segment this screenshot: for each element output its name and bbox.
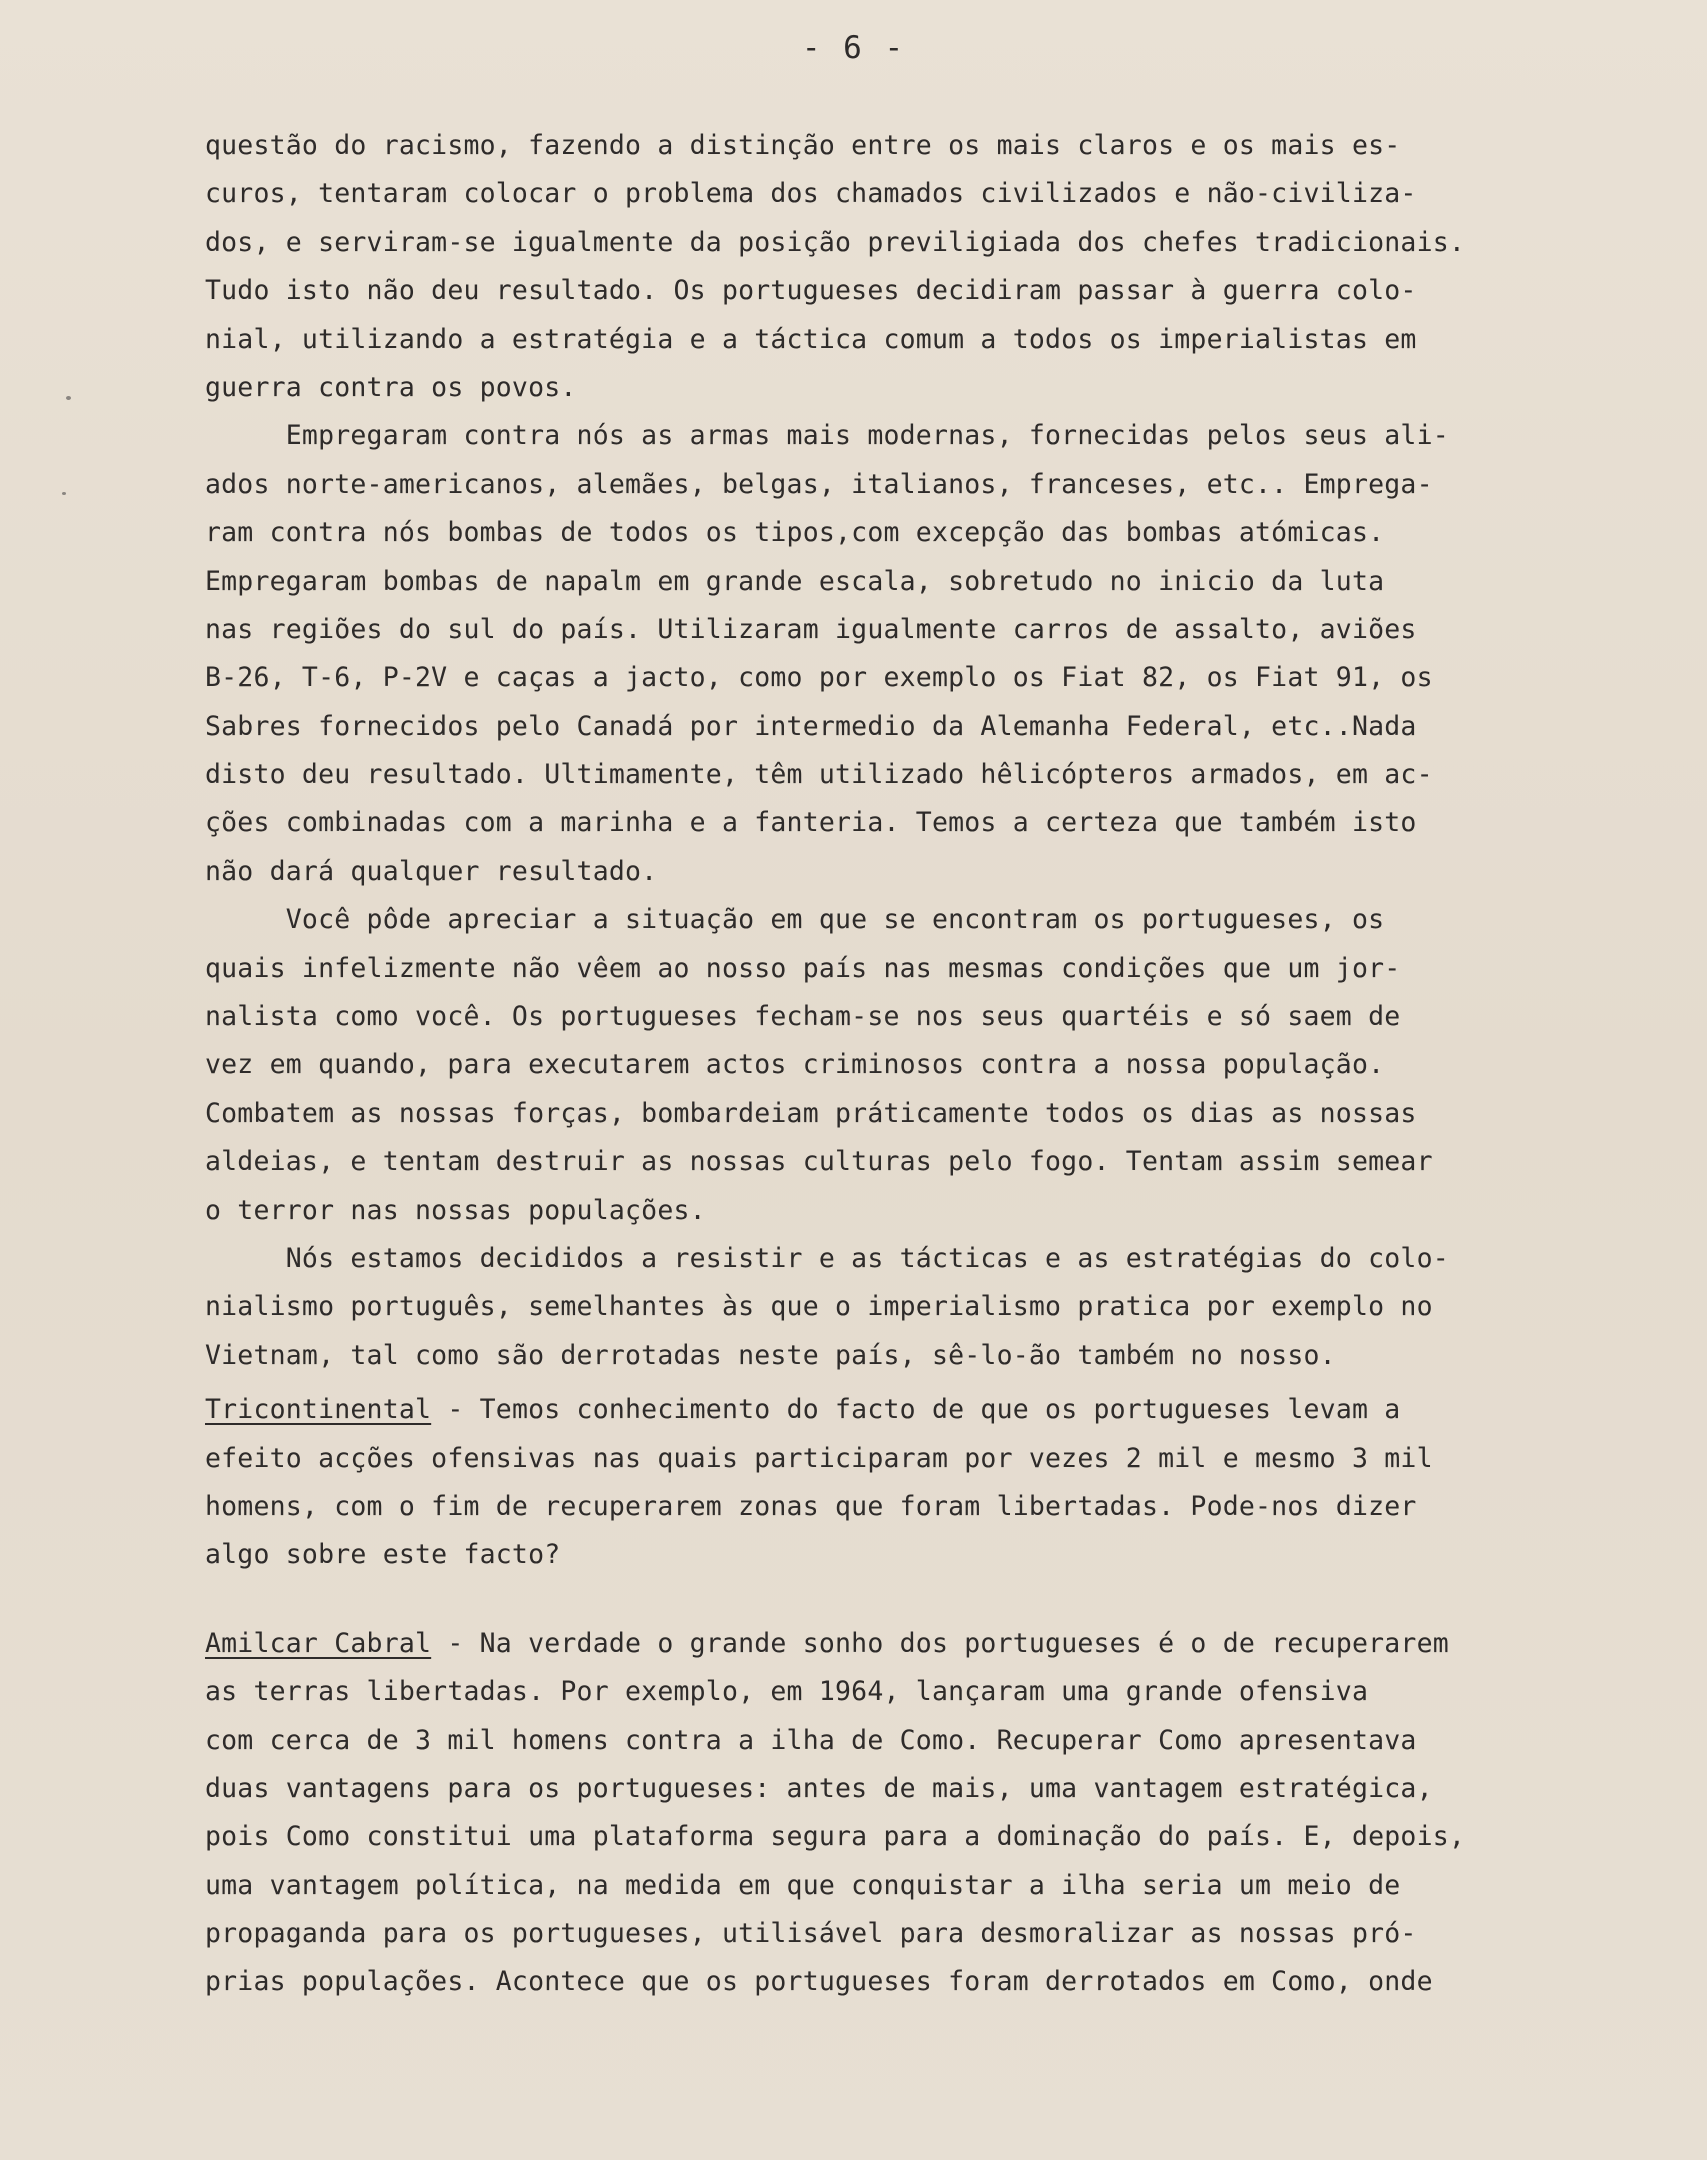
- text-line: propaganda para os portugueses, utilisável para desmoralizar as nossas pró-: [205, 1918, 1417, 1950]
- text-line: Vietnam, tal como são derrotadas neste país, sê-lo-ão também no nosso.: [205, 1339, 1336, 1371]
- interview-answer: [205, 1620, 1595, 1668]
- text-line: nial, utilizando a estratégia e a táctica comum a todos os imperialistas em: [205, 323, 1417, 355]
- text-line: Tudo isto não deu resultado. Os portugueses decidiram passar à guerra colo-: [205, 275, 1417, 307]
- text-line: uma vantagem política, na medida em que conquistar a ilha seria um meio de: [205, 1869, 1401, 1901]
- page-number: - 6 -: [801, 30, 906, 66]
- text-line: as terras libertadas. Por exemplo, em 1964, lançaram uma grande ofensiva: [205, 1676, 1369, 1708]
- text-line: curos, tentaram colocar o problema dos chamados civilizados e não-civiliza-: [205, 178, 1417, 210]
- speaker-label-cabral: Amilcar Cabral: [205, 1627, 432, 1659]
- answer-text: - Na verdade o grande sonho dos portugueses é o de recuperarem: [431, 1627, 1449, 1659]
- text-line: nialismo português, semelhantes às que o imperialismo pratica por exemplo no: [205, 1291, 1433, 1323]
- text-line: Empregaram bombas de napalm em grande escala, sobretudo no inicio da luta: [205, 565, 1385, 597]
- text-line: ados norte-americanos, alemães, belgas, italianos, franceses, etc.. Emprega-: [205, 468, 1433, 500]
- text-line: Empregaram contra nós as armas mais modernas, fornecidas pelos seus ali-: [205, 420, 1449, 452]
- text-line: vez em quando, para executarem actos criminosos contra a nossa população.: [205, 1049, 1385, 1081]
- text-line: nas regiões do sul do país. Utilizaram igualmente carros de assalto, aviões: [205, 613, 1417, 645]
- interview-question: [205, 1386, 1595, 1434]
- text-line: homens, com o fim de recuperarem zonas que foram libertadas. Pode-nos dizer: [205, 1490, 1417, 1522]
- text-line: pois Como constitui uma plataforma segura para a dominação do país. E, depois,: [205, 1821, 1466, 1853]
- text-line: questão do racismo, fazendo a distinção entre os mais claros e os mais es-: [205, 130, 1401, 161]
- text-line: o terror nas nossas populações.: [205, 1194, 706, 1226]
- text-line: Nós estamos decididos a resistir e as tácticas e as estratégias do colo-: [205, 1242, 1449, 1274]
- text-line: guerra contra os povos.: [205, 371, 577, 403]
- question-text: - Temos conhecimento do facto de que os portugueses levam a: [431, 1394, 1401, 1426]
- text-line: não dará qualquer resultado.: [205, 855, 658, 887]
- text-line: disto deu resultado. Ultimamente, têm utilizado hêlicópteros armados, em ac-: [205, 759, 1433, 791]
- text-line: prias populações. Acontece que os portugueses foram derrotados em Como, onde: [205, 1966, 1433, 1998]
- text-line: aldeias, e tentam destruir as nossas culturas pelo fogo. Tentam assim semear: [205, 1146, 1433, 1178]
- paper-speck: [66, 396, 71, 400]
- text-line: nalista como você. Os portugueses fecham-se nos seus quartéis e só saem de: [205, 1001, 1401, 1033]
- text-line: quais infelizmente não vêem ao nosso país nas mesmas condições que um jor-: [205, 952, 1401, 984]
- text-line: efeito acções ofensivas nas quais participaram por vezes 2 mil e mesmo 3 mil: [205, 1442, 1433, 1474]
- text-line: Sabres fornecidos pelo Canadá por intermedio da Alemanha Federal, etc..Nada: [205, 710, 1417, 742]
- text-line: duas vantagens para os portugueses: antes de mais, uma vantagem estratégica,: [205, 1772, 1433, 1804]
- text-line: B-26, T-6, P-2V e caças a jacto, como por exemplo os Fiat 82, os Fiat 91, os: [205, 662, 1433, 694]
- text-line: ções combinadas com a marinha e a fanteria. Temos a certeza que também isto: [205, 807, 1417, 839]
- text-line: ram contra nós bombas de todos os tipos,com excepção das bombas atómicas.: [205, 517, 1385, 549]
- typewritten-text: [205, 122, 1595, 2007]
- text-line: dos, e serviram-se igualmente da posição previligiada dos chefes tradicionais.: [205, 226, 1466, 258]
- speaker-label-tricontinental: Tricontinental: [205, 1394, 432, 1426]
- paper-speck: [62, 492, 66, 495]
- text-line: Você pôde apreciar a situação em que se encontram os portugueses, os: [205, 904, 1385, 936]
- text-line: com cerca de 3 mil homens contra a ilha de Como. Recuperar Como apresentava: [205, 1724, 1417, 1756]
- text-line: Combatem as nossas forças, bombardeiam práticamente todos os dias as nossas: [205, 1097, 1417, 1129]
- text-line: algo sobre este facto?: [205, 1539, 561, 1571]
